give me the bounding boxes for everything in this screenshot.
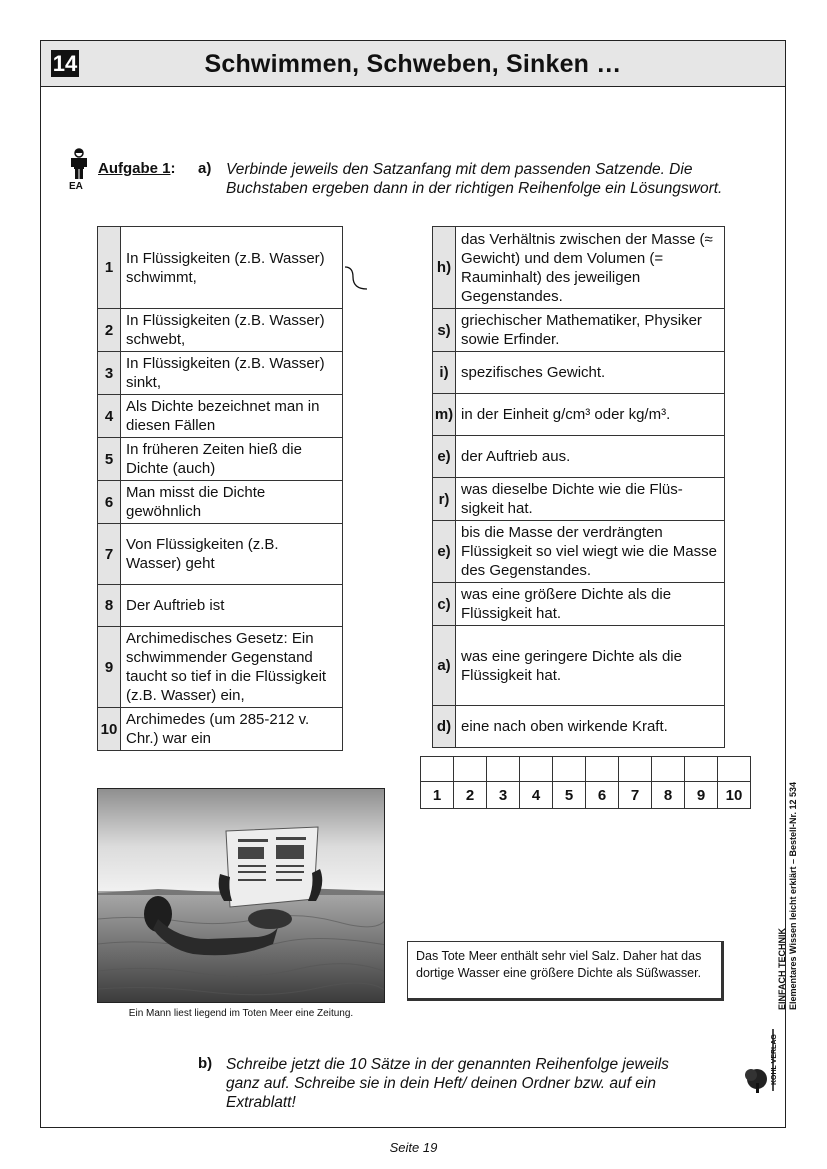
answer-number: 5 xyxy=(553,782,586,809)
icon-label: EA xyxy=(69,181,83,192)
sentence-start-text: In Flüssigkeiten (z.B. Wasser) sinkt, xyxy=(121,352,343,395)
sentence-end-key: d) xyxy=(433,706,456,748)
sentence-start-row xyxy=(98,438,343,481)
sentence-end-text: was dieselbe Dichte wie die Flüssigkeit hat. xyxy=(456,478,725,521)
sentence-end-key: r) xyxy=(433,478,456,521)
sentence-end-key: m) xyxy=(433,394,456,436)
sentence-start-key: 2 xyxy=(98,309,121,352)
answer-number: 6 xyxy=(586,782,619,809)
sentence-end-row xyxy=(433,521,725,583)
sentence-start-text: Archimedisches Gesetz: Ein schwimmender Gegenstand taucht so tief in die Flüssigkeit (z.B. Wasser) ein, xyxy=(121,627,343,708)
sentence-end-key: s) xyxy=(433,309,456,352)
person-icon xyxy=(68,148,90,192)
sentence-end-text: was eine größere Dichte als die Flüssigkeit hat. xyxy=(456,583,725,626)
sentence-start-key: 9 xyxy=(98,627,121,708)
part-b-label: b) xyxy=(198,1055,213,1072)
order-number: Elementares Wissen leicht erklärt – Bestell-Nr. 12 534 xyxy=(788,781,798,1010)
sentence-start-row xyxy=(98,395,343,438)
sentence-end-text: spezifisches Gewicht. xyxy=(456,352,725,394)
answer-cell[interactable] xyxy=(553,757,586,782)
photo-caption: Ein Mann liest liegend im Toten Meer eine Zeitung. xyxy=(128,1008,354,1019)
sentence-start-row xyxy=(98,352,343,395)
sentence-start-text: Der Auftrieb ist xyxy=(121,585,343,627)
sentence-end-row xyxy=(433,394,725,436)
sentence-end-text: bis die Masse der verdrängten Flüssigkeit so viel wiegt wie die Masse des Gegenstandes. xyxy=(456,521,725,583)
sentence-end-text: eine nach oben wirkende Kraft. xyxy=(456,706,725,748)
sentence-start-text: In Flüssigkeiten (z.B. Wasser) schwimmt, xyxy=(121,227,343,309)
answer-number: 3 xyxy=(487,782,520,809)
sentence-start-row xyxy=(98,309,343,352)
sentence-end-text: in der Einheit g/cm³ oder kg/m³. xyxy=(456,394,725,436)
answer-cell[interactable] xyxy=(718,757,751,782)
sentence-start-text: Als Dichte bezeichnet man in diesen Fällen xyxy=(121,395,343,438)
sentence-end-row xyxy=(433,227,725,309)
answer-number: 9 xyxy=(685,782,718,809)
sentence-end-key: e) xyxy=(433,436,456,478)
answer-number: 8 xyxy=(652,782,685,809)
sentence-start-row xyxy=(98,708,343,751)
sentence-end-row xyxy=(433,309,725,352)
page-title: Schwimmen, Schweben, Sinken … xyxy=(204,50,622,78)
sentence-end-row xyxy=(433,352,725,394)
sentence-start-text: In Flüssigkeiten (z.B. Wasser) schwebt, xyxy=(121,309,343,352)
chapter-number: 14 xyxy=(52,50,78,76)
sentence-end-key: e) xyxy=(433,521,456,583)
sentence-start-text: In früheren Zeiten hieß die Dichte (auch) xyxy=(121,438,343,481)
sentence-start-key: 7 xyxy=(98,524,121,585)
answer-number: 2 xyxy=(454,782,487,809)
instruction-a: Verbinde jeweils den Satzanfang mit dem passenden Satzende. Die Buchstaben ergeben dann in der richtigen Reihenfolge ein Lösungswort. xyxy=(226,161,723,197)
sentence-start-key: 3 xyxy=(98,352,121,395)
connector-line xyxy=(343,265,369,293)
answer-number: 7 xyxy=(619,782,652,809)
sentence-start-key: 6 xyxy=(98,481,121,524)
sentence-end-text: griechischer Mathematiker, Physiker sowie Erfinder. xyxy=(456,309,725,352)
task-label: Aufgabe 1: xyxy=(98,160,176,177)
answer-grid[interactable] xyxy=(420,756,751,809)
answer-cell[interactable] xyxy=(685,757,718,782)
sentence-end-text: der Auftrieb aus. xyxy=(456,436,725,478)
sentence-start-key: 1 xyxy=(98,227,121,309)
sentence-end-row xyxy=(433,626,725,706)
publisher-name: KOHL VERLAG xyxy=(771,1034,778,1085)
sentence-end-key: c) xyxy=(433,583,456,626)
answer-number: 1 xyxy=(421,782,454,809)
sentence-end-row xyxy=(433,436,725,478)
photo-dead-sea xyxy=(97,788,385,1003)
sentence-start-key: 5 xyxy=(98,438,121,481)
sentence-start-table xyxy=(97,226,343,751)
sentence-end-key: h) xyxy=(433,227,456,309)
part-a-label: a) xyxy=(198,160,212,177)
answer-cell[interactable] xyxy=(652,757,685,782)
sentence-end-table xyxy=(432,226,725,748)
sentence-end-text: das Verhältnis zwischen der Masse (≈ Gewicht) und dem Volumen (= Rauminhalt) des jeweiligen Gegenstandes. xyxy=(456,227,725,309)
answer-cell[interactable] xyxy=(487,757,520,782)
sentence-start-text: Von Flüssigkeiten (z.B. Wasser) geht xyxy=(121,524,343,585)
sentence-end-key: a) xyxy=(433,626,456,706)
answer-number: 4 xyxy=(520,782,553,809)
side-imprint xyxy=(777,730,799,1010)
publisher-logo xyxy=(743,1025,781,1095)
sentence-start-key: 4 xyxy=(98,395,121,438)
header-bar xyxy=(40,40,786,87)
sentence-start-key: 8 xyxy=(98,585,121,627)
series-title: EINFACH TECHNIK xyxy=(777,927,787,1010)
sentence-start-row xyxy=(98,524,343,585)
answer-cell[interactable] xyxy=(454,757,487,782)
sentence-end-row xyxy=(433,583,725,626)
answer-number: 10 xyxy=(718,782,751,809)
page-number: Seite 19 xyxy=(389,1140,438,1155)
sentence-start-row xyxy=(98,585,343,627)
sentence-end-key: i) xyxy=(433,352,456,394)
sentence-start-key: 10 xyxy=(98,708,121,751)
sentence-start-row xyxy=(98,481,343,524)
sentence-end-text: was eine geringere Dichte als die Flüssigkeit hat. xyxy=(456,626,725,706)
answer-cell[interactable] xyxy=(520,757,553,782)
answer-cell[interactable] xyxy=(421,757,454,782)
sentence-start-row xyxy=(98,227,343,309)
sentence-start-row xyxy=(98,627,343,708)
info-box: Das Tote Meer enthält sehr viel Salz. Daher hat das dortige Wasser eine größere Dichte als Süßwasser. xyxy=(407,941,724,1001)
answer-cell[interactable] xyxy=(619,757,652,782)
sentence-start-text: Man misst die Dichte gewöhnlich xyxy=(121,481,343,524)
sentence-start-text: Archimedes (um 285-212 v. Chr.) war ein xyxy=(121,708,343,751)
answer-cell[interactable] xyxy=(586,757,619,782)
sentence-end-row xyxy=(433,478,725,521)
sentence-end-row xyxy=(433,706,725,748)
instruction-b: Schreibe jetzt die 10 Sätze in der genannten Reihenfolge jeweils ganz auf. Schreibe sie in dein Heft/ deinen Ordner bzw. auf ein Extrablatt! xyxy=(226,1056,669,1111)
